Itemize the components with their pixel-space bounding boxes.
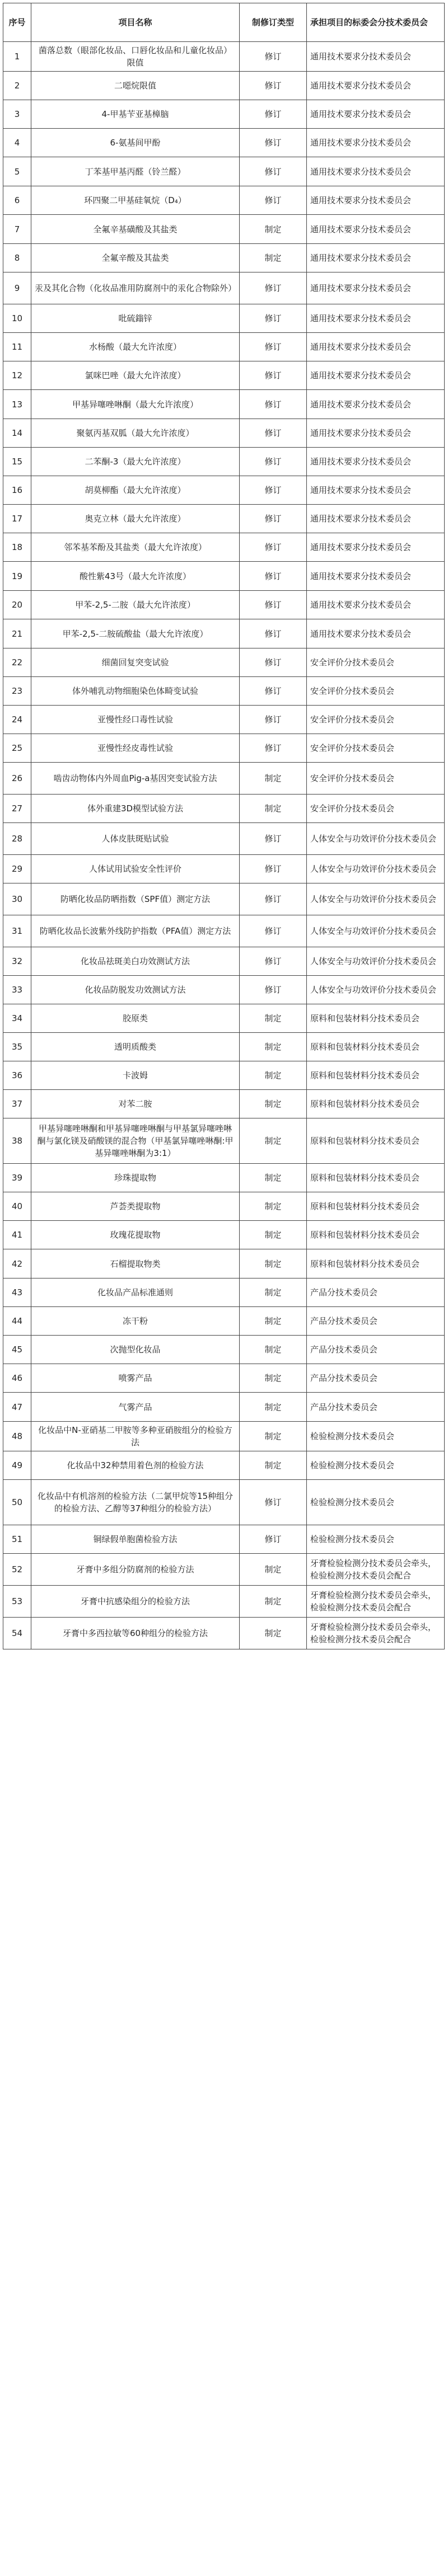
table-row xyxy=(3,1586,445,1618)
table-row xyxy=(3,129,445,157)
row-serial-number: 21 xyxy=(3,619,31,648)
row-serial-number: 44 xyxy=(3,1307,31,1336)
row-revision-type: 修订 xyxy=(240,706,307,734)
table-row xyxy=(3,976,445,1004)
row-revision-type: 修订 xyxy=(240,448,307,476)
row-serial-number: 50 xyxy=(3,1480,31,1525)
row-committee: 通用技术要求分技术委员会 xyxy=(307,619,445,648)
row-serial-number: 24 xyxy=(3,706,31,734)
row-revision-type: 修订 xyxy=(240,100,307,129)
row-serial-number: 49 xyxy=(3,1451,31,1480)
row-project-name: 防晒化妆品防晒指数（SPF值）测定方法 xyxy=(31,883,240,915)
row-serial-number: 27 xyxy=(3,795,31,823)
row-committee: 原料和包装材料分技术委员会 xyxy=(307,1221,445,1249)
row-serial-number: 48 xyxy=(3,1422,31,1451)
row-serial-number: 3 xyxy=(3,100,31,129)
row-project-name: 亚慢性经口毒性试验 xyxy=(31,706,240,734)
row-committee: 通用技术要求分技术委员会 xyxy=(307,215,445,244)
row-committee: 安全评价分技术委员会 xyxy=(307,677,445,706)
row-project-name: 铜绿假单胞菌检验方法 xyxy=(31,1525,240,1554)
table-row xyxy=(3,562,445,591)
row-committee: 产品分技术委员会 xyxy=(307,1278,445,1307)
table-row xyxy=(3,272,445,304)
row-project-name: 胡莫柳酯（最大允许浓度） xyxy=(31,476,240,505)
row-revision-type: 制定 xyxy=(240,1061,307,1090)
row-serial-number: 40 xyxy=(3,1192,31,1221)
row-project-name: 二噁烷限值 xyxy=(31,72,240,100)
row-committee: 安全评价分技术委员会 xyxy=(307,763,445,795)
row-serial-number: 6 xyxy=(3,186,31,215)
row-project-name: 啮齿动物体内外周血Pig-a基因突变试验方法 xyxy=(31,763,240,795)
row-revision-type: 制定 xyxy=(240,1192,307,1221)
table-row xyxy=(3,1118,445,1164)
row-revision-type: 修订 xyxy=(240,648,307,677)
row-committee: 通用技术要求分技术委员会 xyxy=(307,333,445,361)
row-revision-type: 制定 xyxy=(240,1451,307,1480)
row-serial-number: 34 xyxy=(3,1004,31,1033)
table-row xyxy=(3,186,445,215)
row-committee: 通用技术要求分技术委员会 xyxy=(307,304,445,333)
standards-document xyxy=(3,3,444,1649)
row-committee: 通用技术要求分技术委员会 xyxy=(307,505,445,533)
row-project-name: 冻干粉 xyxy=(31,1307,240,1336)
table-header-row xyxy=(3,3,445,42)
table-row xyxy=(3,1033,445,1061)
row-project-name: 体外重建3D模型试验方法 xyxy=(31,795,240,823)
row-revision-type: 修订 xyxy=(240,619,307,648)
row-serial-number: 45 xyxy=(3,1336,31,1364)
table-row xyxy=(3,1364,445,1393)
row-serial-number: 39 xyxy=(3,1164,31,1192)
row-revision-type: 制定 xyxy=(240,1033,307,1061)
row-project-name: 聚氨丙基双胍（最大允许浓度） xyxy=(31,419,240,448)
row-project-name: 体外哺乳动物细胞染色体畸变试验 xyxy=(31,677,240,706)
row-committee: 通用技术要求分技术委员会 xyxy=(307,533,445,562)
row-revision-type: 制定 xyxy=(240,215,307,244)
row-revision-type: 修订 xyxy=(240,533,307,562)
row-serial-number: 25 xyxy=(3,734,31,763)
row-committee: 安全评价分技术委员会 xyxy=(307,648,445,677)
row-serial-number: 5 xyxy=(3,157,31,186)
row-committee: 原料和包装材料分技术委员会 xyxy=(307,1249,445,1278)
table-row xyxy=(3,706,445,734)
table-row xyxy=(3,677,445,706)
row-committee: 原料和包装材料分技术委员会 xyxy=(307,1164,445,1192)
row-serial-number: 4 xyxy=(3,129,31,157)
row-serial-number: 10 xyxy=(3,304,31,333)
table-row xyxy=(3,72,445,100)
row-project-name: 石榴提取物类 xyxy=(31,1249,240,1278)
row-committee: 安全评价分技术委员会 xyxy=(307,795,445,823)
row-project-name: 氯咪巴唑（最大允许浓度） xyxy=(31,361,240,390)
table-row xyxy=(3,1221,445,1249)
row-serial-number: 38 xyxy=(3,1118,31,1164)
row-revision-type: 修订 xyxy=(240,915,307,947)
row-committee: 人体安全与功效评价分技术委员会 xyxy=(307,976,445,1004)
header-revision-type: 制修订类型 xyxy=(240,3,307,42)
row-project-name: 喷雾产品 xyxy=(31,1364,240,1393)
row-revision-type: 修订 xyxy=(240,947,307,976)
table-row xyxy=(3,333,445,361)
table-row xyxy=(3,100,445,129)
row-project-name: 化妆品中32种禁用着色剂的检验方法 xyxy=(31,1451,240,1480)
row-project-name: 化妆品中N-亚硝基二甲胺等多种亚硝胺组分的检验方法 xyxy=(31,1422,240,1451)
table-row xyxy=(3,1554,445,1586)
row-revision-type: 制定 xyxy=(240,1554,307,1586)
row-project-name: 珍珠提取物 xyxy=(31,1164,240,1192)
row-revision-type: 修订 xyxy=(240,677,307,706)
table-row xyxy=(3,419,445,448)
table-row xyxy=(3,1164,445,1192)
row-project-name: 吡硫鎓锌 xyxy=(31,304,240,333)
row-project-name: 牙膏中抗感染组分的检验方法 xyxy=(31,1586,240,1618)
row-serial-number: 9 xyxy=(3,272,31,304)
row-revision-type: 修订 xyxy=(240,272,307,304)
row-serial-number: 1 xyxy=(3,42,31,72)
header-committee: 承担项目的标委会分技术委员会 xyxy=(307,3,445,42)
row-project-name: 透明质酸类 xyxy=(31,1033,240,1061)
row-project-name: 细菌回复突变试验 xyxy=(31,648,240,677)
row-project-name: 玫瑰花提取物 xyxy=(31,1221,240,1249)
row-revision-type: 修订 xyxy=(240,390,307,419)
row-committee: 检验检测分技术委员会 xyxy=(307,1422,445,1451)
row-revision-type: 修订 xyxy=(240,883,307,915)
row-committee: 通用技术要求分技术委员会 xyxy=(307,157,445,186)
row-committee: 产品分技术委员会 xyxy=(307,1364,445,1393)
row-serial-number: 14 xyxy=(3,419,31,448)
table-row xyxy=(3,855,445,883)
row-revision-type: 修订 xyxy=(240,1480,307,1525)
row-revision-type: 修订 xyxy=(240,419,307,448)
row-project-name: 邻苯基苯酚及其盐类（最大允许浓度） xyxy=(31,533,240,562)
row-project-name: 牙膏中多组分防腐剂的检验方法 xyxy=(31,1554,240,1586)
row-project-name: 亚慢性经皮毒性试验 xyxy=(31,734,240,763)
row-committee: 原料和包装材料分技术委员会 xyxy=(307,1192,445,1221)
row-project-name: 水杨酸（最大允许浓度） xyxy=(31,333,240,361)
table-body xyxy=(3,42,445,1649)
row-project-name: 4-甲基苄亚基樟脑 xyxy=(31,100,240,129)
row-project-name: 甲基异噻唑啉酮（最大允许浓度） xyxy=(31,390,240,419)
row-serial-number: 33 xyxy=(3,976,31,1004)
table-row xyxy=(3,1061,445,1090)
table-row xyxy=(3,734,445,763)
table-row xyxy=(3,883,445,915)
table-row xyxy=(3,1618,445,1649)
row-serial-number: 37 xyxy=(3,1090,31,1118)
table-row xyxy=(3,304,445,333)
row-committee: 产品分技术委员会 xyxy=(307,1393,445,1422)
row-revision-type: 修订 xyxy=(240,1525,307,1554)
row-project-name: 卡波姆 xyxy=(31,1061,240,1090)
row-committee: 通用技术要求分技术委员会 xyxy=(307,42,445,72)
row-serial-number: 42 xyxy=(3,1249,31,1278)
row-committee: 人体安全与功效评价分技术委员会 xyxy=(307,823,445,855)
row-serial-number: 51 xyxy=(3,1525,31,1554)
row-revision-type: 修订 xyxy=(240,855,307,883)
row-committee: 牙膏检验检测分技术委员会牵头，检验检测分技术委员会配合 xyxy=(307,1586,445,1618)
row-revision-type: 制定 xyxy=(240,763,307,795)
row-revision-type: 制定 xyxy=(240,1090,307,1118)
row-project-name: 化妆品祛斑美白功效测试方法 xyxy=(31,947,240,976)
table-row xyxy=(3,619,445,648)
row-revision-type: 修订 xyxy=(240,823,307,855)
row-project-name: 甲基异噻唑啉酮和甲基异噻唑啉酮与甲基氯异噻唑啉酮与氯化镁及硝酸镁的混合物（甲基氯异噻唑啉酮:甲基异噻唑啉酮为3:1） xyxy=(31,1118,240,1164)
row-serial-number: 15 xyxy=(3,448,31,476)
row-revision-type: 制定 xyxy=(240,1618,307,1649)
row-project-name: 化妆品中有机溶剂的检验方法（二氯甲烷等15种组分的检验方法、乙醇等37种组分的检验方法） xyxy=(31,1480,240,1525)
table-row xyxy=(3,1336,445,1364)
row-project-name: 环四聚二甲基硅氧烷（D₄） xyxy=(31,186,240,215)
row-project-name: 二苯酮-3（最大允许浓度） xyxy=(31,448,240,476)
row-project-name: 牙膏中多西拉敏等60种组分的检验方法 xyxy=(31,1618,240,1649)
row-revision-type: 修订 xyxy=(240,42,307,72)
row-serial-number: 16 xyxy=(3,476,31,505)
row-revision-type: 修订 xyxy=(240,157,307,186)
row-serial-number: 36 xyxy=(3,1061,31,1090)
row-committee: 检验检测分技术委员会 xyxy=(307,1525,445,1554)
table-row xyxy=(3,823,445,855)
table-row xyxy=(3,1451,445,1480)
row-serial-number: 43 xyxy=(3,1278,31,1307)
row-committee: 产品分技术委员会 xyxy=(307,1307,445,1336)
table-row xyxy=(3,1004,445,1033)
row-committee: 通用技术要求分技术委员会 xyxy=(307,562,445,591)
row-revision-type: 修订 xyxy=(240,304,307,333)
row-revision-type: 制定 xyxy=(240,1278,307,1307)
table-row xyxy=(3,648,445,677)
row-serial-number: 12 xyxy=(3,361,31,390)
row-revision-type: 修订 xyxy=(240,361,307,390)
row-serial-number: 29 xyxy=(3,855,31,883)
row-revision-type: 制定 xyxy=(240,1118,307,1164)
table-row xyxy=(3,215,445,244)
table-row xyxy=(3,1422,445,1451)
row-revision-type: 修订 xyxy=(240,186,307,215)
table-row xyxy=(3,505,445,533)
row-revision-type: 修订 xyxy=(240,734,307,763)
row-project-name: 菌落总数（眼部化妆品、口唇化妆品和儿童化妆品）限值 xyxy=(31,42,240,72)
table-row xyxy=(3,915,445,947)
row-revision-type: 修订 xyxy=(240,505,307,533)
row-committee: 通用技术要求分技术委员会 xyxy=(307,448,445,476)
row-revision-type: 制定 xyxy=(240,795,307,823)
row-committee: 通用技术要求分技术委员会 xyxy=(307,100,445,129)
row-revision-type: 制定 xyxy=(240,1422,307,1451)
row-serial-number: 54 xyxy=(3,1618,31,1649)
row-project-name: 化妆品产品标准通则 xyxy=(31,1278,240,1307)
row-revision-type: 修订 xyxy=(240,476,307,505)
row-committee: 通用技术要求分技术委员会 xyxy=(307,272,445,304)
row-serial-number: 28 xyxy=(3,823,31,855)
row-serial-number: 47 xyxy=(3,1393,31,1422)
row-committee: 原料和包装材料分技术委员会 xyxy=(307,1061,445,1090)
table-row xyxy=(3,1480,445,1525)
table-row xyxy=(3,448,445,476)
row-committee: 通用技术要求分技术委员会 xyxy=(307,476,445,505)
row-project-name: 芦荟类提取物 xyxy=(31,1192,240,1221)
table-row xyxy=(3,947,445,976)
row-serial-number: 8 xyxy=(3,244,31,272)
row-project-name: 人体试用试验安全性评价 xyxy=(31,855,240,883)
table-row xyxy=(3,361,445,390)
row-project-name: 丁苯基甲基丙醛（铃兰醛） xyxy=(31,157,240,186)
row-serial-number: 30 xyxy=(3,883,31,915)
row-project-name: 酸性紫43号（最大允许浓度） xyxy=(31,562,240,591)
row-committee: 通用技术要求分技术委员会 xyxy=(307,244,445,272)
row-committee: 安全评价分技术委员会 xyxy=(307,706,445,734)
table-row xyxy=(3,1525,445,1554)
row-revision-type: 修订 xyxy=(240,72,307,100)
row-revision-type: 修订 xyxy=(240,129,307,157)
table-row xyxy=(3,1393,445,1422)
row-committee: 通用技术要求分技术委员会 xyxy=(307,390,445,419)
row-revision-type: 制定 xyxy=(240,1586,307,1618)
row-project-name: 对苯二胺 xyxy=(31,1090,240,1118)
row-committee: 人体安全与功效评价分技术委员会 xyxy=(307,883,445,915)
row-committee: 安全评价分技术委员会 xyxy=(307,734,445,763)
row-project-name: 防晒化妆品长波紫外线防护指数（PFA值）测定方法 xyxy=(31,915,240,947)
row-committee: 原料和包装材料分技术委员会 xyxy=(307,1090,445,1118)
table-row xyxy=(3,1090,445,1118)
row-committee: 通用技术要求分技术委员会 xyxy=(307,419,445,448)
row-serial-number: 32 xyxy=(3,947,31,976)
table-row xyxy=(3,157,445,186)
row-committee: 原料和包装材料分技术委员会 xyxy=(307,1004,445,1033)
row-project-name: 全氟辛酸及其盐类 xyxy=(31,244,240,272)
row-revision-type: 制定 xyxy=(240,1221,307,1249)
row-serial-number: 46 xyxy=(3,1364,31,1393)
row-project-name: 化妆品防脱发功效测试方法 xyxy=(31,976,240,1004)
table-row xyxy=(3,591,445,619)
row-revision-type: 修订 xyxy=(240,333,307,361)
row-committee: 牙膏检验检测分技术委员会牵头，检验检测分技术委员会配合 xyxy=(307,1618,445,1649)
row-revision-type: 制定 xyxy=(240,1004,307,1033)
row-committee: 检验检测分技术委员会 xyxy=(307,1451,445,1480)
table-row xyxy=(3,533,445,562)
row-revision-type: 制定 xyxy=(240,1307,307,1336)
header-project-name: 项目名称 xyxy=(31,3,240,42)
row-revision-type: 制定 xyxy=(240,1393,307,1422)
row-revision-type: 制定 xyxy=(240,244,307,272)
row-serial-number: 31 xyxy=(3,915,31,947)
header-serial-number: 序号 xyxy=(3,3,31,42)
table-row xyxy=(3,1192,445,1221)
row-project-name: 6-氨基间甲酚 xyxy=(31,129,240,157)
row-serial-number: 23 xyxy=(3,677,31,706)
row-project-name: 甲苯-2,5-二胺硫酸盐（最大允许浓度） xyxy=(31,619,240,648)
row-serial-number: 13 xyxy=(3,390,31,419)
table-row xyxy=(3,390,445,419)
row-serial-number: 19 xyxy=(3,562,31,591)
table-row xyxy=(3,795,445,823)
row-project-name: 奥克立林（最大允许浓度） xyxy=(31,505,240,533)
row-committee: 检验检测分技术委员会 xyxy=(307,1480,445,1525)
row-project-name: 气雾产品 xyxy=(31,1393,240,1422)
row-committee: 产品分技术委员会 xyxy=(307,1336,445,1364)
standards-projects-table xyxy=(3,3,445,1649)
row-revision-type: 制定 xyxy=(240,1249,307,1278)
row-revision-type: 制定 xyxy=(240,1364,307,1393)
row-committee: 原料和包装材料分技术委员会 xyxy=(307,1033,445,1061)
row-revision-type: 修订 xyxy=(240,591,307,619)
row-committee: 通用技术要求分技术委员会 xyxy=(307,361,445,390)
row-serial-number: 41 xyxy=(3,1221,31,1249)
table-row xyxy=(3,1307,445,1336)
table-row xyxy=(3,476,445,505)
row-revision-type: 修订 xyxy=(240,562,307,591)
row-serial-number: 35 xyxy=(3,1033,31,1061)
row-project-name: 汞及其化合物（化妆品准用防腐剂中的汞化合物除外） xyxy=(31,272,240,304)
row-committee: 原料和包装材料分技术委员会 xyxy=(307,1118,445,1164)
row-committee: 通用技术要求分技术委员会 xyxy=(307,186,445,215)
row-serial-number: 53 xyxy=(3,1586,31,1618)
row-serial-number: 7 xyxy=(3,215,31,244)
row-revision-type: 制定 xyxy=(240,1164,307,1192)
row-serial-number: 20 xyxy=(3,591,31,619)
table-row xyxy=(3,763,445,795)
row-project-name: 全氟辛基磺酸及其盐类 xyxy=(31,215,240,244)
row-project-name: 人体皮肤斑贴试验 xyxy=(31,823,240,855)
row-project-name: 次抛型化妆品 xyxy=(31,1336,240,1364)
table-row xyxy=(3,42,445,72)
row-serial-number: 22 xyxy=(3,648,31,677)
row-serial-number: 52 xyxy=(3,1554,31,1586)
table-row xyxy=(3,244,445,272)
row-revision-type: 制定 xyxy=(240,1336,307,1364)
row-committee: 人体安全与功效评价分技术委员会 xyxy=(307,915,445,947)
row-committee: 牙膏检验检测分技术委员会牵头，检验检测分技术委员会配合 xyxy=(307,1554,445,1586)
row-committee: 人体安全与功效评价分技术委员会 xyxy=(307,947,445,976)
row-serial-number: 2 xyxy=(3,72,31,100)
row-project-name: 甲苯-2,5-二胺（最大允许浓度） xyxy=(31,591,240,619)
row-committee: 通用技术要求分技术委员会 xyxy=(307,72,445,100)
row-project-name: 胶原类 xyxy=(31,1004,240,1033)
table-row xyxy=(3,1249,445,1278)
row-serial-number: 18 xyxy=(3,533,31,562)
row-revision-type: 修订 xyxy=(240,976,307,1004)
table-row xyxy=(3,1278,445,1307)
row-serial-number: 11 xyxy=(3,333,31,361)
row-serial-number: 17 xyxy=(3,505,31,533)
row-committee: 通用技术要求分技术委员会 xyxy=(307,129,445,157)
row-committee: 通用技术要求分技术委员会 xyxy=(307,591,445,619)
row-committee: 人体安全与功效评价分技术委员会 xyxy=(307,855,445,883)
row-serial-number: 26 xyxy=(3,763,31,795)
